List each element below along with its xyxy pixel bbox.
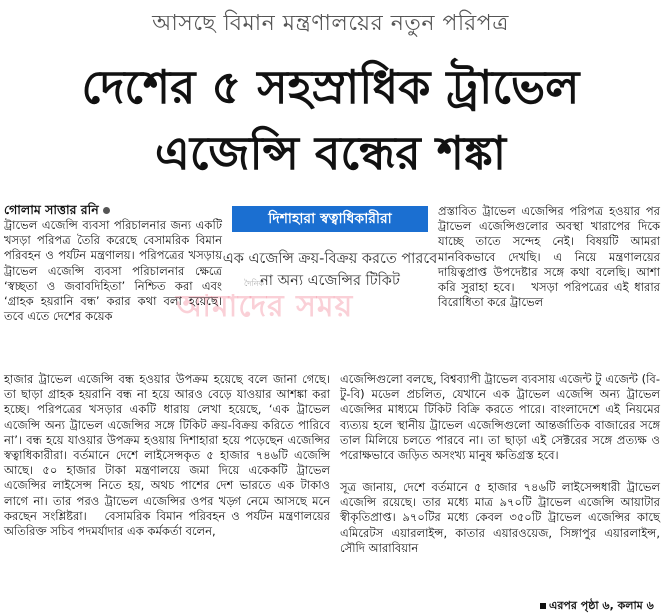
watermark-sub: দৈনিক [244,279,265,288]
square-bullet-icon [540,603,546,609]
headline-line-1: দেশের ৫ সহস্রাধিক ট্রাভেল [81,60,580,114]
article-column-right-top [438,204,660,310]
continued-text: এরপর পৃষ্ঠা ৬, কলাম ৬ [549,599,654,612]
byline-name: গোলাম সাত্তার রনি [4,202,99,217]
continued-note [540,597,654,616]
paragraph: সূত্র জানায়, দেশে বর্তমানে ৫ হাজার ৭৪৬টি লাইসেন্সধারী ট্রাভেল এজেন্সি রয়েছে। তার মধ্যে মাত্র ৯৭০টি ট্রাভেল এজেন্সি আয়াটার স্বীকৃতিপ্রাপ্ত। ৯৭০টির মধ্যে কেবল ৩৫০টি ট্রাভেল এজেন্সির কাছে এমিরেটস এয়ারলাইন্স, কাতার এয়ারওয়েজ, সিঙ্গাপুর এয়ারলাইন্স, সৌদি আরাবিয়ান [340,480,660,555]
bullet-icon [103,207,110,214]
paragraph: ট্রাভেল এজেন্সি ব্যবসা পরিচালনার জন্য একটি খসড়া পরিপত্র তৈরি করেছে বেসামরিক বিমান পরিবহন ও পর্যটন মন্ত্রণালয়। পরিপত্রের খসড়ায় ট্রাভেল এজেন্সি ব্যবসা পরিচালনার ক্ষেত্রে ‘স্বচ্ছতা ও জবাবদিহিতা’ নিশ্চিত করা এবং ‘গ্রাহক হয়রানি বন্ধ’ করার কথা বলা হয়েছে। তবে এতে দেশের কয়েক [4,218,222,324]
subheading-tag: দিশাহারা স্বত্বাধিকারীরা [232,206,428,232]
article-column-right-bottom [340,480,660,556]
article-column-left-top [4,218,222,324]
paragraph: হাজার ট্রাভেল এজেন্সি বন্ধ হওয়ার উপক্রম হয়েছে বলে জানা গেছে। তা ছাড়া গ্রাহক হয়রানি বন্ধ না হয়ে আরও বেড়ে যাওয়ার আশঙ্কা করা হচ্ছে। পরিপত্রের খসড়ার একটি ধারায় লেখা হয়েছে, ‘এক ট্রাভেল এজেন্সি অন্য ট্রাভেল এজেন্সির সঙ্গে টিকিট ক্রয়-বিক্রয় করিতে পারিবে না’। বন্ধ হয়ে যাওয়ার উপক্রম হওয়ায় দিশাহারা হয়ে পড়েছেন এজেন্সির স্বত্বাধিকারীরা। বর্তমানে দেশে লাইসেন্সকৃত ৫ হাজার ৭৪৬টি এজেন্সি আছে। ৫০ হাজার টাকা মন্ত্রণালয়ে জমা দিয়ে একেকটি ট্রাভেল এজেন্সির লাইসেন্স নিতে হয়, অথচ পাশের দেশ ভারতে এক টাকাও লাগে না। তার পরও ট্রাভেল এজেন্সির ওপর খড়্গ নেমে আসছে মনে করছেন সংশ্লিষ্টরা। বেসামরিক বিমান পরিবহন ও পর্যটন মন্ত্রণালয়ের অতিরিক্ত সচিব পদমর্যাদার এক কর্মকর্তা বলেন, [4,372,330,539]
kicker: আসছে বিমান মন্ত্রণালয়ের নতুন পরিপত্র [152,11,509,36]
pullquote: এক এজেন্সি ক্রয়-বিক্রয় করতে পারবে না অন্য এজেন্সির টিকিট [222,251,438,289]
article-column-right-mid [340,372,660,463]
article-column-left-bottom [4,372,330,539]
paragraph: প্রস্তাবিত ট্রাভেল এজেন্সির পরিপত্র হওয়ার পর ট্রাভেল এজেন্সিগুলোর অবস্থা খারাপের দিকে যাচ্ছে তাতে সন্দেহ নেই। বিষয়টি আমরা মানবিকভাবে দেখছি। এ নিয়ে মন্ত্রণালয়ের দায়িত্বপ্রাপ্ত উপদেষ্টার সঙ্গে কথা বলেছি। আশা করি সুরাহা হবে। খসড়া পরিপত্রের এই ধারার বিরোধিতা করে ট্রাভেল [438,204,660,310]
paragraph: এজেন্সিগুলো বলছে, বিশ্বব্যাপী ট্রাভেল ব্যবসায় এজেন্ট টু এজেন্ট (বি-টু-বি) মডেল প্রচলিত, যেখানে এক ট্রাভেল এজেন্সি অন্য ট্রাভেল এজেন্সির মাধ্যমে টিকিট বিক্রি করতে পারে। বাংলাদেশে এই নিয়মের ব্যত্যয় হলে স্থানীয় ট্রাভেল এজেন্সিগুলো আন্তর্জাতিক বাজারের সঙ্গে তাল মিলিয়ে চলতে পারবে না। তা ছাড়া এই সেক্টরের সঙ্গে প্রত্যক্ষ ও পরোক্ষভাবে জড়িত অসংখ্য মানুষ ক্ষতিগ্রস্ত হবে। [340,372,660,463]
headline-line-2: এজেন্সি বন্ধের শঙ্কা [154,126,507,180]
watermark-brand: আমাদের সময় [176,289,354,324]
